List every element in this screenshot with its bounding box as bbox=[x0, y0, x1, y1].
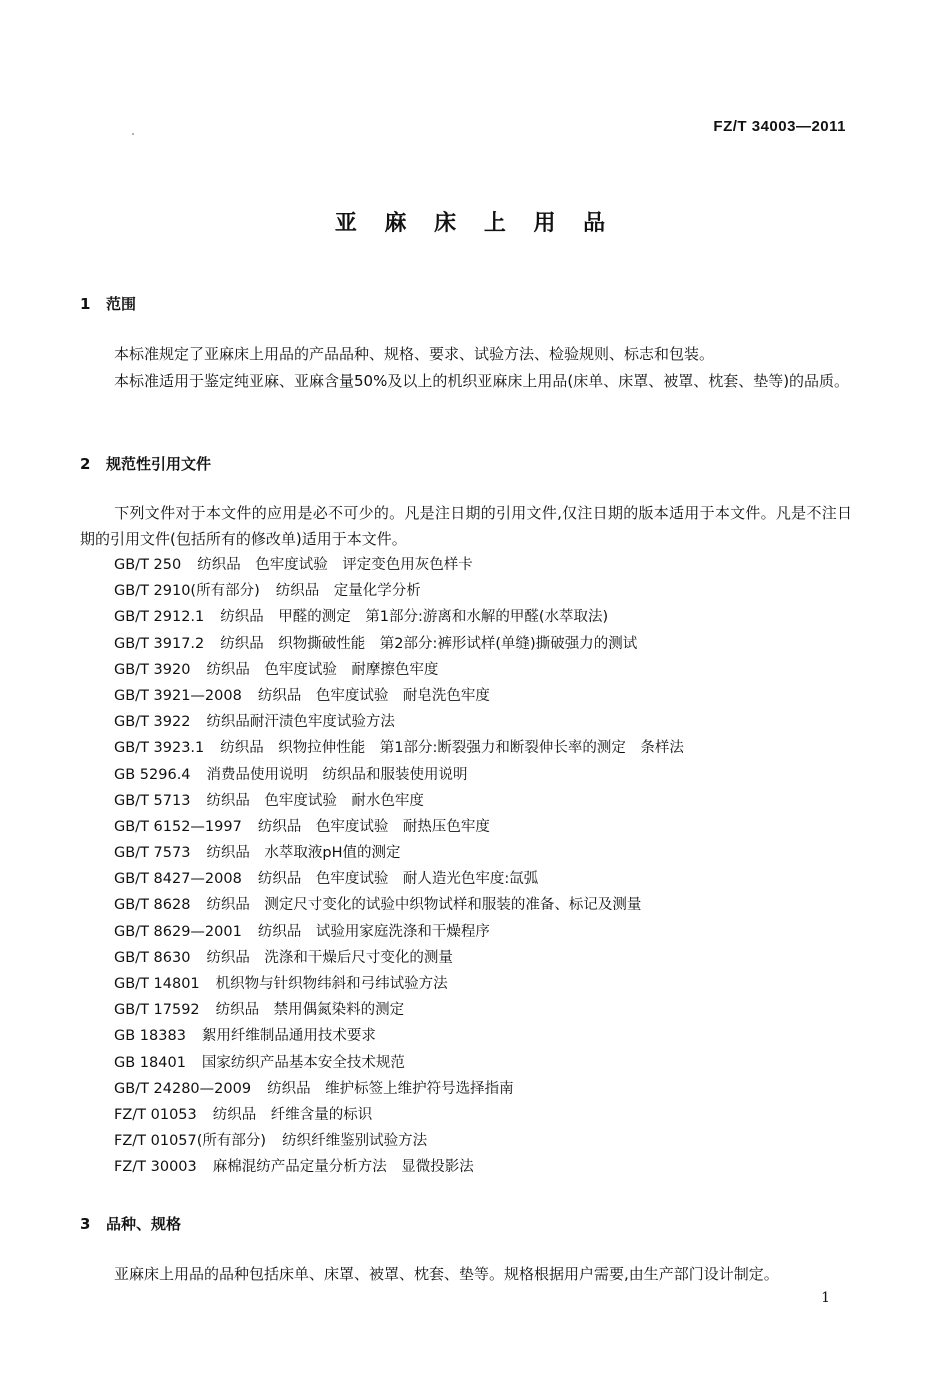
section-3-heading bbox=[80, 1213, 181, 1234]
reference-code: GB 18383 bbox=[114, 1028, 186, 1045]
paragraph-text: 下列文件对于本文件的应用是必不可少的。凡是注日期的引用文件,仅注日期的版本适用于本文件。凡是不注日期的引用文件(包括所有的修改单)适用于本文件。 bbox=[80, 504, 852, 548]
reference-item bbox=[114, 971, 874, 997]
section-1-paragraph-1 bbox=[80, 341, 852, 367]
reference-title: 纺织品 试验用家庭洗涤和干燥程序 bbox=[257, 923, 490, 940]
reference-title: 纺织品 定量化学分析 bbox=[275, 583, 421, 600]
reference-title: 纺织品 甲醛的测定 第1部分:游离和水解的甲醛(水萃取法) bbox=[220, 609, 609, 626]
reference-title: 纺织品 织物撕破性能 第2部分:裤形试样(单缝)撕破强力的测试 bbox=[220, 635, 638, 652]
reference-code: GB/T 6152—1997 bbox=[114, 818, 242, 835]
reference-code: GB/T 17592 bbox=[114, 1002, 200, 1019]
reference-title: 絮用纤维制品通用技术要求 bbox=[201, 1028, 376, 1045]
section-title: 规范性引用文件 bbox=[106, 455, 212, 473]
section-number: 2 bbox=[80, 455, 91, 473]
reference-item bbox=[114, 814, 874, 840]
reference-item bbox=[114, 657, 874, 683]
reference-title: 纺织品 色牢度试验 耐人造光色牢度:氙弧 bbox=[257, 871, 539, 888]
scan-speck bbox=[132, 133, 134, 135]
reference-code: GB/T 3923.1 bbox=[114, 740, 205, 757]
section-2-paragraph-1 bbox=[80, 500, 852, 552]
page-number: 1 bbox=[821, 1290, 830, 1306]
reference-item bbox=[114, 578, 874, 604]
section-title: 品种、规格 bbox=[106, 1215, 182, 1233]
reference-item bbox=[114, 762, 874, 788]
reference-item bbox=[114, 604, 874, 630]
reference-code: GB/T 14801 bbox=[114, 976, 200, 992]
reference-code: GB/T 2912.1 bbox=[114, 609, 205, 626]
reference-title: 纺织品 纤维含量的标识 bbox=[212, 1106, 373, 1123]
reference-item bbox=[114, 735, 874, 761]
reference-code: GB/T 8427—2008 bbox=[114, 871, 242, 888]
reference-title: 纺织品耐汗渍色牢度试验方法 bbox=[206, 714, 395, 731]
reference-item bbox=[114, 552, 874, 578]
reference-item bbox=[114, 1102, 874, 1128]
reference-title: 纺织品 维护标签上维护符号选择指南 bbox=[267, 1080, 514, 1097]
reference-code: GB/T 8628 bbox=[114, 897, 191, 914]
section-3-paragraph-1 bbox=[80, 1261, 852, 1287]
reference-item bbox=[114, 683, 874, 709]
section-2-heading bbox=[80, 453, 211, 474]
reference-title: 纺织品 禁用偶氮染料的测定 bbox=[215, 1002, 405, 1019]
reference-item bbox=[114, 919, 874, 945]
reference-title: 消费品使用说明 纺织品和服装使用说明 bbox=[206, 766, 468, 783]
reference-code: FZ/T 30003 bbox=[114, 1159, 197, 1176]
reference-title: 纺织品 水萃取液pH值的测定 bbox=[206, 845, 401, 862]
reference-code: GB/T 3917.2 bbox=[114, 635, 205, 652]
paragraph-text: 本标准规定了亚麻床上用品的产品品种、规格、要求、试验方法、检验规则、标志和包装。 bbox=[114, 345, 715, 363]
reference-item bbox=[114, 1154, 874, 1180]
reference-code: GB/T 3921—2008 bbox=[114, 687, 242, 704]
reference-item bbox=[114, 631, 874, 657]
reference-title: 纺织品 洗涤和干燥后尺寸变化的测量 bbox=[206, 949, 453, 966]
section-1-heading bbox=[80, 293, 136, 314]
reference-title: 纺织品 测定尺寸变化的试验中织物试样和服装的准备、标记及测量 bbox=[206, 897, 642, 914]
reference-item bbox=[114, 866, 874, 892]
normative-references-list bbox=[114, 552, 874, 1181]
reference-title: 纺织品 色牢度试验 评定变色用灰色样卡 bbox=[197, 557, 473, 573]
reference-title: 纺织品 织物拉伸性能 第1部分:断裂强力和断裂伸长率的测定 条样法 bbox=[220, 740, 684, 757]
reference-code: FZ/T 01057(所有部分) bbox=[114, 1133, 267, 1150]
reference-title: 纺织品 色牢度试验 耐皂洗色牢度 bbox=[257, 687, 490, 704]
reference-item bbox=[114, 1050, 874, 1076]
reference-item bbox=[114, 1076, 874, 1102]
reference-title: 纺织纤维鉴别试验方法 bbox=[282, 1133, 428, 1150]
reference-code: GB/T 250 bbox=[114, 557, 182, 573]
document-title: 亚 麻 床 上 用 品 bbox=[334, 211, 616, 236]
section-number: 1 bbox=[80, 295, 91, 313]
reference-item bbox=[114, 997, 874, 1023]
reference-title: 麻棉混纺产品定量分析方法 显微投影法 bbox=[212, 1159, 474, 1176]
paragraph-text: 本标准适用于鉴定纯亚麻、亚麻含量50%及以上的机织亚麻床上用品(床单、床罩、被罩、枕套、垫等)的品质。 bbox=[114, 372, 850, 390]
reference-title: 纺织品 色牢度试验 耐水色牢度 bbox=[206, 792, 424, 809]
reference-title: 纺织品 色牢度试验 耐热压色牢度 bbox=[257, 818, 490, 835]
reference-item bbox=[114, 788, 874, 814]
reference-item bbox=[114, 840, 874, 866]
reference-item bbox=[114, 945, 874, 971]
reference-title: 纺织品 色牢度试验 耐摩擦色牢度 bbox=[206, 661, 439, 678]
reference-title: 机织物与针织物纬斜和弓纬试验方法 bbox=[215, 976, 448, 992]
reference-item bbox=[114, 892, 874, 918]
section-number: 3 bbox=[80, 1215, 91, 1233]
section-title: 范围 bbox=[106, 295, 137, 313]
reference-title: 国家纺织产品基本安全技术规范 bbox=[201, 1054, 405, 1071]
reference-code: GB/T 2910(所有部分) bbox=[114, 583, 260, 600]
reference-code: GB/T 24280—2009 bbox=[114, 1080, 252, 1097]
reference-code: GB/T 7573 bbox=[114, 845, 191, 862]
paragraph-text: 亚麻床上用品的品种包括床单、床罩、被罩、枕套、垫等。规格根据用户需要,由生产部门设计制定。 bbox=[114, 1265, 779, 1283]
reference-code: GB/T 5713 bbox=[114, 792, 191, 809]
reference-code: FZ/T 01053 bbox=[114, 1106, 197, 1123]
section-1-paragraph-2 bbox=[80, 368, 852, 394]
reference-item bbox=[114, 709, 874, 735]
reference-code: GB/T 3920 bbox=[114, 661, 191, 678]
reference-code: GB 5296.4 bbox=[114, 766, 191, 783]
standard-code: FZ/T 34003—2011 bbox=[713, 118, 846, 135]
reference-code: GB/T 8629—2001 bbox=[114, 923, 242, 940]
reference-item bbox=[114, 1023, 874, 1049]
reference-code: GB 18401 bbox=[114, 1054, 186, 1071]
reference-code: GB/T 3922 bbox=[114, 714, 191, 731]
reference-item bbox=[114, 1128, 874, 1154]
reference-code: GB/T 8630 bbox=[114, 949, 191, 966]
